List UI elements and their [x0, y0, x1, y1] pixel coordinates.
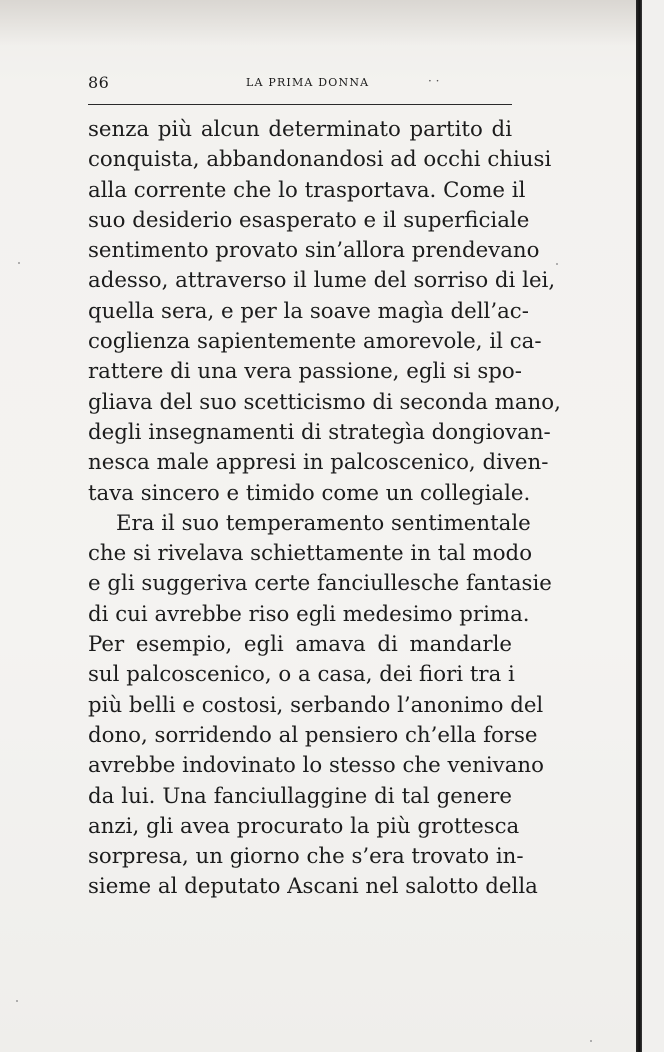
paper-speck [590, 1040, 592, 1042]
text-line: dono, sorridendo al pensiero ch’ella forse [88, 722, 538, 748]
text-line: nesca male appresi in palcoscenico, diven- [88, 450, 549, 476]
page-header [88, 73, 512, 97]
text-line: suo desiderio esasperato e il superficiale [88, 207, 530, 233]
text-line: più belli e costosi, serbando l’anonimo del [88, 692, 544, 718]
text-line: adesso, attraverso il lume del sorriso di lei, [88, 268, 556, 294]
paper-speck [16, 1000, 18, 1002]
body-text [88, 115, 561, 903]
binding-edge-line [636, 0, 642, 1052]
text-line: senza più alcun determinato partito di [88, 117, 512, 142]
page-margin-shade [642, 0, 664, 1052]
text-line: avrebbe indovinato lo stesso che venivano [88, 753, 544, 779]
header-rule [88, 104, 512, 105]
text-line: coglienza sapientemente amorevole, il ca- [88, 329, 542, 355]
text-line: rattere di una vera passione, egli si spo- [88, 359, 522, 385]
paper-speck [556, 263, 558, 265]
text-line: sieme al deputato Ascani nel salotto della [88, 874, 538, 900]
text-line: sentimento provato sin’allora prendevano [88, 238, 540, 264]
text-line: degli insegnamenti di strategìa dongiovan- [88, 419, 551, 445]
text-line: conquista, abbandonandosi ad occhi chiusi [88, 147, 552, 173]
running-title: LA PRIMA DONNA [246, 76, 370, 89]
text-line: sul palcoscenico, o a casa, dei fiori tra i [88, 662, 515, 688]
text-line: tava sincero e timido come un collegiale. [88, 480, 531, 506]
text-line: che si rivelava schiettamente in tal modo [88, 541, 533, 567]
text-line: di cui avrebbe riso egli medesimo prima. [88, 601, 530, 627]
text-line: anzi, gli avea procurato la più grottesca [88, 813, 520, 839]
text-line: Era il suo temperamento sentimentale [116, 510, 531, 536]
text-line: sorpresa, un giorno che s’era trovato in- [88, 844, 524, 870]
text-line: gliava del suo scetticismo di seconda mano, [88, 389, 561, 415]
text-line: quella sera, e per la soave magìa dell’ac- [88, 298, 529, 324]
text-line: e gli suggeriva certe fanciullesche fantasie [88, 571, 552, 597]
text-line: Per esempio, egli amava di mandarle [88, 632, 512, 658]
text-line: da lui. Una fanciullaggine di tal genere [88, 783, 512, 809]
page-number: 86 [88, 73, 110, 92]
page-edge-shading [0, 0, 636, 46]
text-line: alla corrente che lo trasportava. Come il [88, 177, 526, 203]
paper-speck [18, 262, 20, 264]
header-speck-mark: · · [428, 74, 440, 88]
